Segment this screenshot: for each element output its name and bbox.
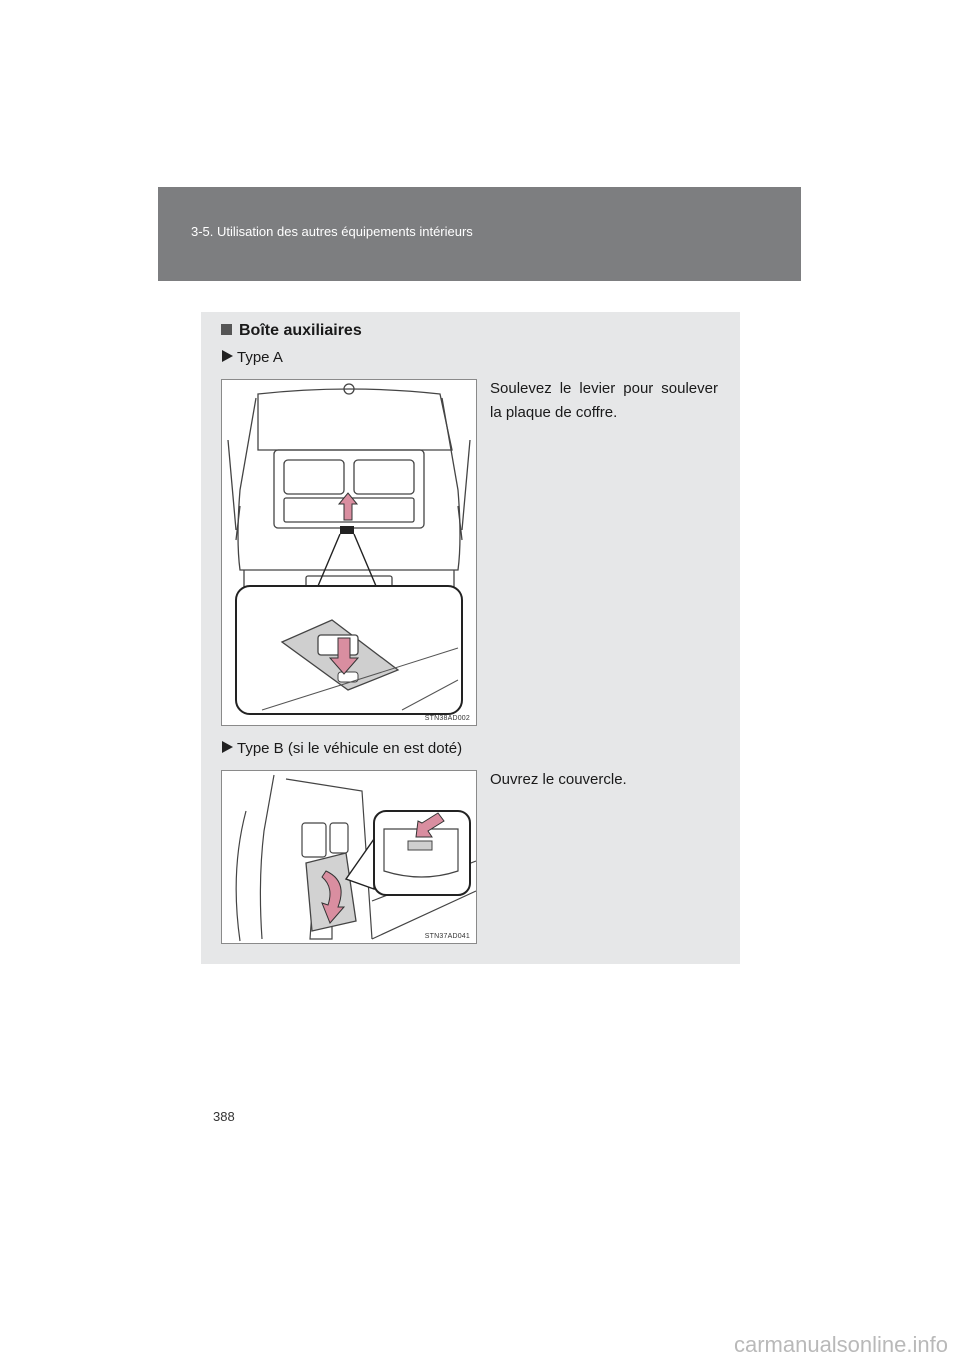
cargo-side-compartment-drawing xyxy=(222,771,476,943)
type-b-label: Type B (si le véhicule en est doté) xyxy=(237,740,463,757)
section-header-title: 3-5. Utilisation des autres équipements intérieurs xyxy=(191,224,473,239)
vehicle-rear-cargo-drawing xyxy=(222,380,476,725)
type-a-label: Type A xyxy=(237,349,283,366)
type-a-figure-code: STN38AD002 xyxy=(424,715,470,722)
type-a-illustration xyxy=(221,379,477,726)
triangle-right-icon xyxy=(222,741,233,753)
type-b-illustration xyxy=(221,770,477,944)
site-watermark: carmanualsonline.info xyxy=(733,1332,948,1357)
content-panel xyxy=(201,312,740,964)
type-b-figure-code: STN37AD041 xyxy=(424,933,470,940)
type-a-instruction: Soulevez le levier pour soulever la plaque de coffre. xyxy=(490,380,718,421)
type-a-label-row xyxy=(222,349,283,366)
section-title: Boîte auxiliaires xyxy=(239,322,362,339)
type-b-label-row xyxy=(222,740,462,757)
square-bullet-icon xyxy=(221,324,232,335)
triangle-right-icon xyxy=(222,350,233,362)
page-number: 388 xyxy=(213,1109,235,1124)
section-title-row xyxy=(221,322,362,340)
section-header-band xyxy=(158,187,801,281)
type-b-instruction: Ouvrez le couvercle. xyxy=(490,771,627,788)
